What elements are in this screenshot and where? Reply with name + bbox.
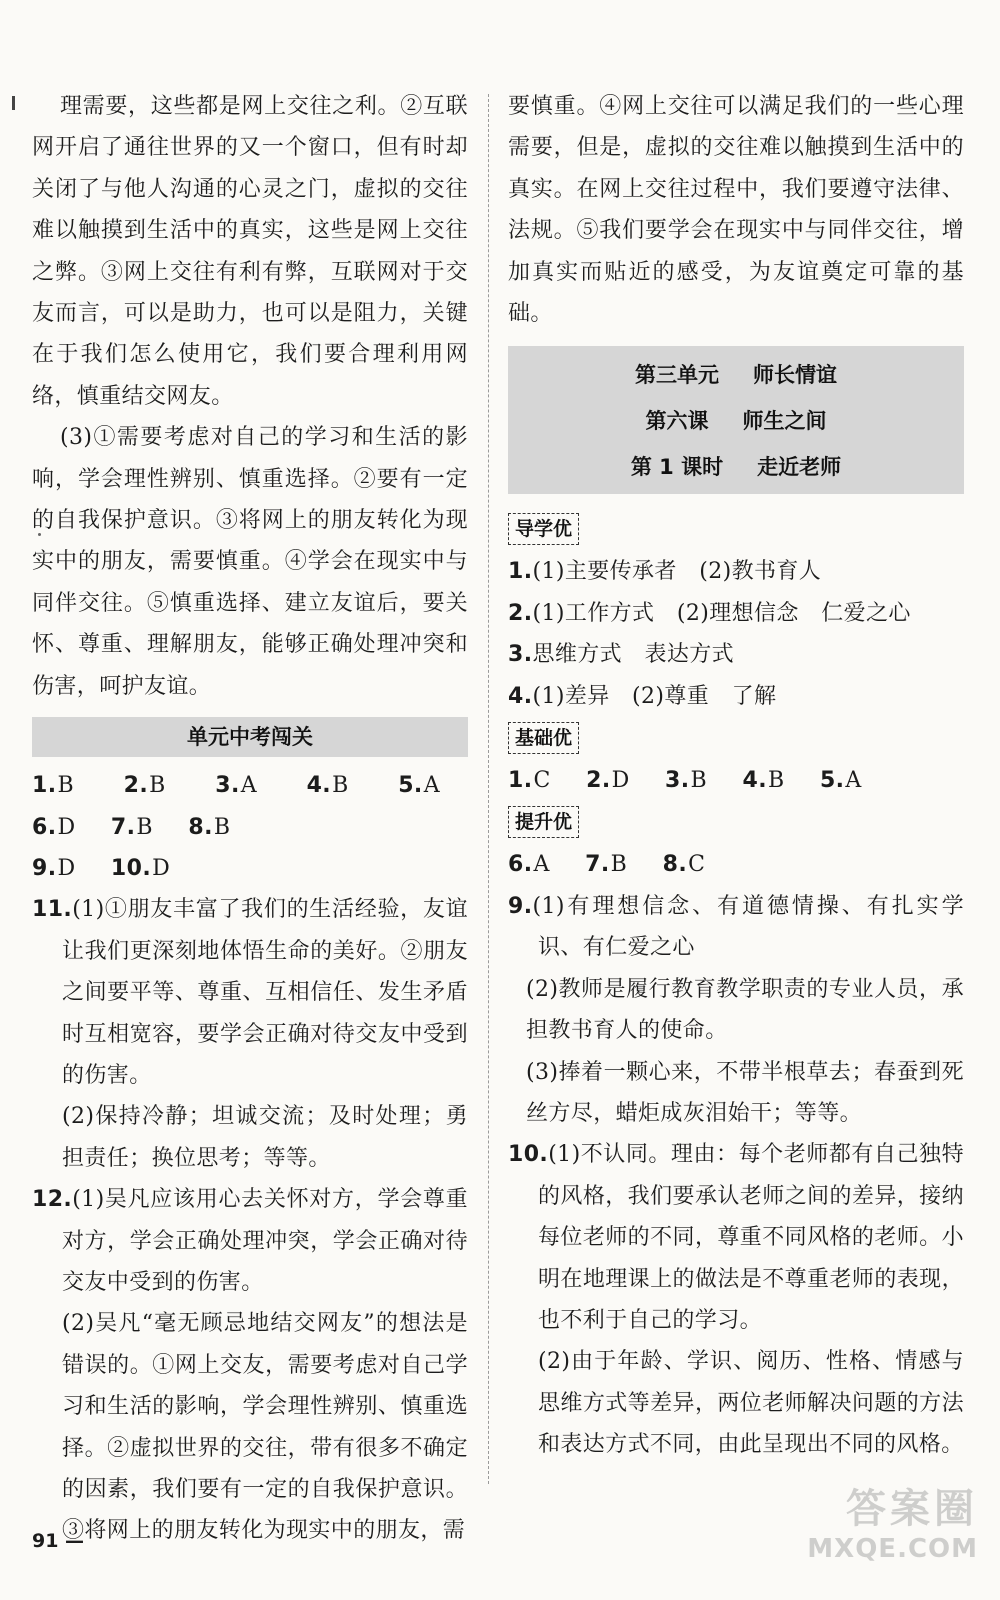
guide-item: 4.(1)差异 (2)尊重 了解 (508, 683, 777, 709)
answer-item: 8.B (188, 814, 231, 840)
right-column (508, 86, 964, 1466)
watermark-logo-text: 答案圈 (846, 1486, 978, 1532)
answer-item: 1.C (508, 768, 551, 794)
question-9-part-3: (3)捧着一颗心来，不带半根草去；春蚕到死丝方尽，蜡炬成灰泪始干；等等。 (526, 1059, 964, 1126)
left-para-1: 理需要，这些都是网上交往之利。②互联网开启了通往世界的又一个窗口，但有时却关闭了与他人沟通的心灵之门，虚拟的交往难以触摸到生活中的真实，这些是网上交往之弊。③网上交往有利有弊，互联网对于交友而言，可以是助力，也可以是阻力，关键在于我们怎么使用它，我们要合理利用网络，慎重结交网友。 (32, 94, 468, 409)
question-11-part-1: 11.(1)①朋友丰富了我们的生活经验，友谊让我们更深刻地体悟生命的美好。②朋友之间要平等、尊重、互相信任、发生矛盾时互相宽容，要学会正确对待交友中受到的伤害。 (32, 897, 468, 1088)
advanced-answer-row (508, 844, 964, 885)
basic-answer-row (508, 760, 964, 801)
question-9-part-2: (2)教师是履行教育教学职责的专业人员，承担教书育人的使命。 (526, 976, 964, 1044)
watermark (807, 1477, 978, 1564)
answer-item: 3.A (215, 773, 258, 799)
question-10-part-2: (2)由于年龄、学识、阅历、性格、情感与思维方式等差异，两位老师解决问题的方法和表达方式不同，由此呈现出不同的风格。 (538, 1349, 964, 1458)
answer-item: 10.D (110, 855, 171, 881)
period-heading: 第 1 课时 走近老师 (630, 455, 842, 480)
page-number: 91 — (32, 1530, 85, 1552)
question-10-part-1: 10.(1)不认同。理由：每个老师都有自己独特的风格，我们要承认老师之间的差异，接纳每位老师的不同，尊重不同风格的老师。小明在地理课上的做法是不尊重老师的表现，也不利于自己的学习。 (508, 1142, 964, 1333)
answer-item: 2.D (586, 768, 630, 794)
answer-item: 1.B (32, 773, 75, 799)
answer-item: 6.D (32, 814, 76, 840)
question-12-part-2: (2)吴凡“毫无顾忌地结交网友”的想法是错误的。①网上交友，需要考虑对自己学习和生活的影响，学会理性辨别、慎重选择。②虚拟世界的交往，带有很多不确定的因素，我们要有一定的自我保护意识。③将网上的朋友转化为现实中的朋友，需 (62, 1311, 468, 1544)
answer-row-1 (32, 765, 468, 848)
right-para-1: 要慎重。④网上交往可以满足我们的一些心理需要，但是，虚拟的交往难以触摸到生活中的真实。在网上交往过程中，我们要遵守法律、法规。⑤我们要学会在现实中与同伴交往，增加真实而贴近的感受，为友谊奠定可靠的基础。 (508, 94, 964, 327)
answer-item: 6.A (508, 852, 550, 878)
question-12-part-1: 12.(1)吴凡应该用心去关怀对方，学会尊重对方，学会正确处理冲突，学会正确对待交友中受到的伤害。 (32, 1187, 468, 1295)
answer-item: 2.B (123, 773, 166, 799)
answer-item: 5.A (398, 773, 440, 799)
unit-heading: 第三单元 师长情谊 (635, 363, 837, 388)
answer-item: 8.C (662, 852, 706, 878)
answer-item: 3.B (665, 768, 708, 794)
question-11-part-2: (2)保持冷静；坦诚交流；及时处理；勇担责任；换位思考；等等。 (62, 1104, 468, 1171)
answer-item: 7.B (110, 814, 153, 840)
section-title: 单元中考闯关 (32, 717, 468, 757)
guide-item: 3.思维方式 表达方式 (508, 642, 735, 668)
edge-mark (12, 96, 15, 110)
answer-row-2 (32, 848, 468, 889)
tag-basic: 基础优 (508, 722, 579, 754)
answer-item: 5.A (819, 768, 862, 794)
answer-item: 9.D (32, 855, 76, 881)
guide-item: 1.(1)主要传承者 (2)教书育人 (508, 559, 822, 585)
tag-guide: 导学优 (508, 513, 579, 545)
lesson-heading: 第六课 师生之间 (645, 409, 827, 434)
watermark-url: MXQE.COM (807, 1534, 978, 1564)
answer-item: 7.B (585, 852, 628, 878)
column-divider (488, 94, 489, 1484)
question-9-part-1: 9.(1)有理想信念、有道德情操、有扎实学识、有仁爱之心 (508, 893, 964, 961)
unit-header-band (508, 346, 964, 494)
guide-item: 2.(1)工作方式 (2)理想信念 仁爱之心 (508, 600, 911, 626)
tag-advanced: 提升优 (508, 806, 579, 838)
answer-item: 4.B (306, 773, 349, 799)
answer-item: 4.B (742, 768, 785, 794)
left-para-2: (3)①需要考虑对自己的学习和生活的影响，学会理性辨别、慎重选择。②要有一定的自我保护意识。③将网上的朋友转化为现实中的朋友，需要慎重。④学会在现实中与同伴交往。⑤慎重选择、建立友谊后，要关怀、尊重、理解朋友，能够正确处理冲突和伤害，呵护友谊。 (32, 425, 468, 699)
left-column (32, 86, 468, 1552)
